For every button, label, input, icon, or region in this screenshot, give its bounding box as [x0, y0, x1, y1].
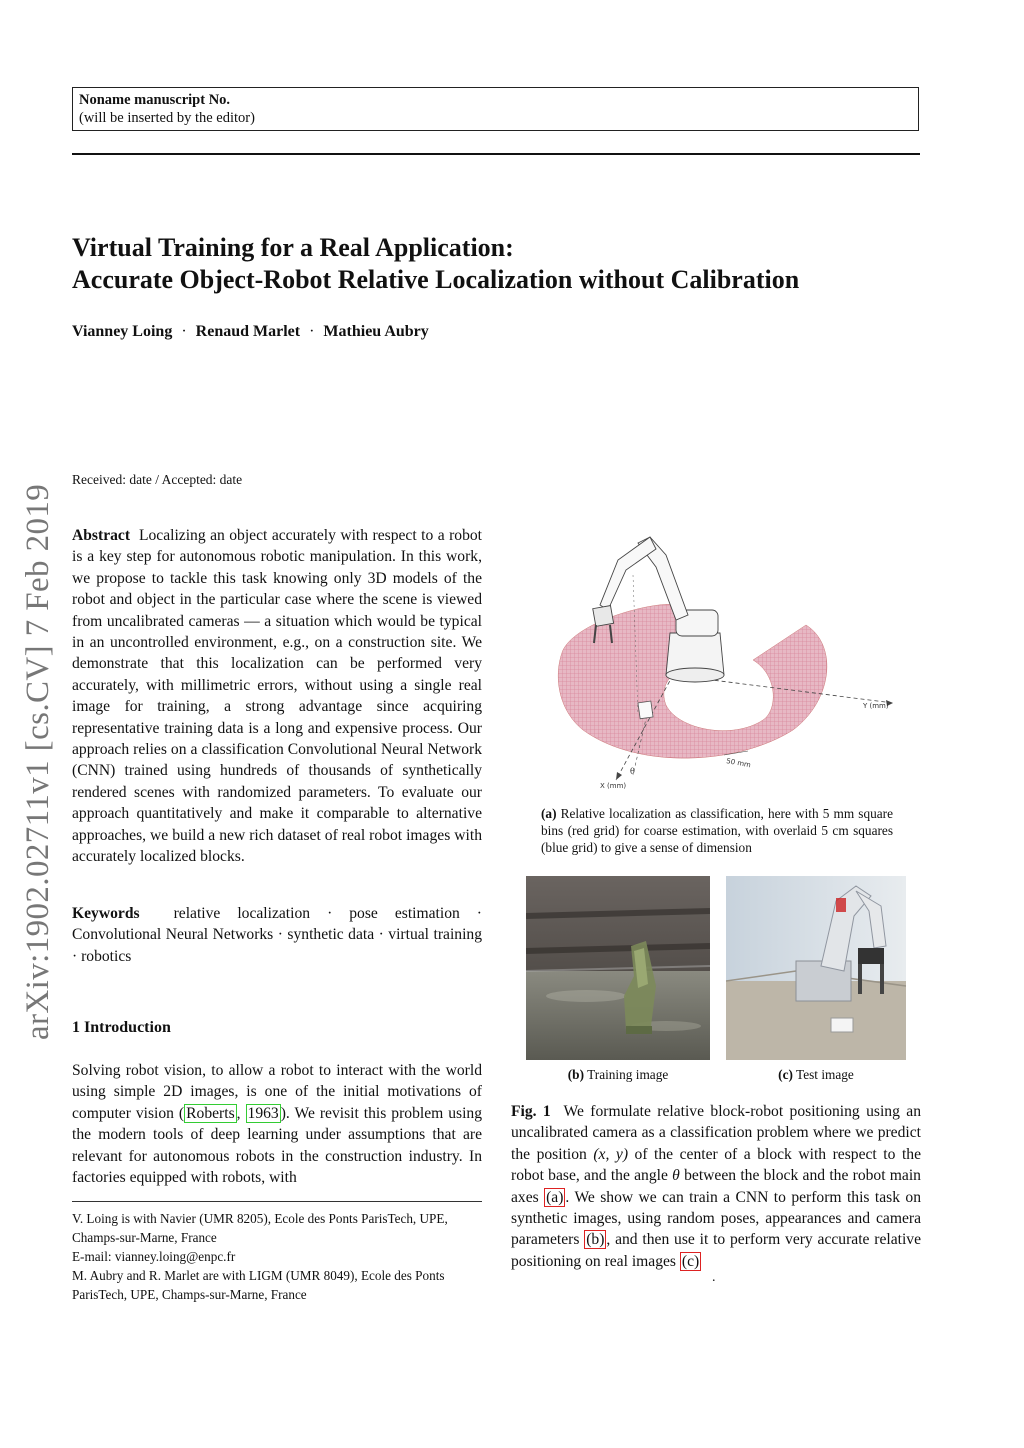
- subfigure-c-tag: (c): [778, 1067, 793, 1082]
- figure-b-training-image: [526, 876, 710, 1060]
- title-line-2: Accurate Object-Robot Relative Localization without Calibration: [72, 265, 800, 294]
- caption-trailing-dot: .: [712, 1270, 716, 1285]
- citation-year: 1963: [247, 1104, 279, 1122]
- subfigure-a-text: Relative localization as classification, here with 5 mm square bins (red grid) for coarse estimation, with overlaid 5 cm squares (blue grid) to give a sense of dimension: [541, 806, 893, 855]
- figure-b-caption: [526, 1067, 710, 1083]
- abstract: [72, 525, 482, 868]
- footnote-affiliation-2: M. Aubry and R. Marlet are with LIGM (UMR 8049), Ecole des Ponts ParisTech, UPE, Champs-sur-Marne, France: [72, 1268, 445, 1302]
- robot-wrist: [593, 606, 614, 627]
- gripper-photo: [858, 948, 884, 964]
- subfigure-b-text: Training image: [587, 1067, 669, 1082]
- figure-label: Fig. 1: [511, 1103, 551, 1120]
- figure-a-robot-diagram: [538, 525, 910, 800]
- author-name: Renaud Marlet: [195, 323, 301, 340]
- subfigure-ref-b[interactable]: (b): [586, 1231, 605, 1249]
- received-line: Received: date / Accepted: date: [72, 472, 243, 487]
- intro-text-end: ). We revisit this problem using the modern tools of deep learning under assumptions that are relevant for autonomous robots in the construction industry. In factories equipped with robots, with: [72, 1104, 482, 1187]
- figure-a-caption: [541, 805, 893, 856]
- figure-c-caption: [726, 1067, 906, 1083]
- caption-text: of the center of a block with respect to the robot base, and the angle: [511, 1145, 921, 1185]
- arxiv-stamp: arXiv:1902.02711v1 [cs.CV] 7 Feb 2019: [20, 483, 56, 1040]
- math-xy: (x, y): [593, 1145, 629, 1163]
- caption-text: between the block and the robot main axes: [511, 1167, 921, 1206]
- keywords: [72, 903, 482, 967]
- header-rule: [72, 153, 920, 155]
- author-name: Vianney Loing: [72, 323, 173, 340]
- caption-text: , and then use it to perform very accurate relative positioning on real images: [511, 1231, 921, 1270]
- subfigure-c-text: Test image: [796, 1067, 854, 1082]
- editor-note: (will be inserted by the editor): [79, 110, 255, 126]
- author-separator: ·: [181, 323, 187, 340]
- manuscript-header-box: [72, 87, 919, 131]
- intro-text-start: Solving robot vision, to allow a robot to interact with the world using simple 2D images, is one of the initial motivations of computer vision (: [72, 1062, 482, 1122]
- block-shape: [638, 701, 653, 719]
- block-photo: [831, 1018, 853, 1032]
- section-heading-introduction: 1 Introduction: [72, 1019, 171, 1036]
- subfigure-a-tag: (a): [541, 806, 557, 821]
- citation-year-link[interactable]: [246, 1104, 281, 1123]
- footnote-affiliation-1: V. Loing is with Navier (UMR 8205), Ecole des Ponts ParisTech, UPE, Champs-sur-Marne, France: [72, 1211, 448, 1245]
- citation-author: Roberts: [186, 1104, 235, 1122]
- subfigure-ref-a[interactable]: (a): [546, 1188, 564, 1206]
- abstract-text: Localizing an object accurately with respect to a robot is a key step for autonomous robotic manipulation. In this work, we propose to tackle this task knowing only 3D models of the robot and object in the particular case where the scene is viewed from uncalibrated cameras — a situation which would be typical in an uncontrolled environment, e.g., on a construction site. We demonstrate that this localization can be performed very accurately, with millimetric errors, without using a single real image for training, a strong advantage since acquiring representative training data is a long and expensive process. Our approach relies on a classification Convolutional Neural Network (CNN) trained using hundreds of thousands of synthetically rendered scenes with randomized parameters. To evaluate our approach quantitatively and make it comparable to alternative approaches, we build a new rich dataset of real robot images with accurately localized blocks.: [72, 527, 483, 866]
- keywords-text: relative localization · pose estimation · Convolutional Neural Networks · synthetic data · virtual training · robotics: [72, 905, 482, 965]
- y-axis-label: Y (mm): [863, 702, 889, 710]
- paper-title: [72, 232, 932, 296]
- author-separator: ·: [309, 323, 315, 340]
- robot-forearm: [600, 537, 656, 610]
- caption-text: We formulate relative block-robot positioning using an uncalibrated camera as a classification problem where we predict the position: [511, 1103, 921, 1163]
- math-theta: θ: [672, 1167, 680, 1185]
- theta-label: θ: [630, 767, 635, 776]
- title-line-1: Virtual Training for a Real Application:: [72, 233, 514, 262]
- figure-c-test-image: [726, 876, 906, 1060]
- keywords-label: Keywords: [72, 905, 140, 922]
- manuscript-number: Noname manuscript No.: [79, 92, 231, 108]
- footnote-rule: [72, 1201, 482, 1202]
- introduction-text: [72, 1060, 482, 1188]
- citation-separator: ,: [236, 1104, 246, 1122]
- x-axis-label: X (mm): [600, 782, 627, 790]
- scale-label: 50 mm: [725, 757, 752, 770]
- author-list: [72, 323, 429, 341]
- figure-1-caption: [511, 1101, 921, 1272]
- author-name: Mathieu Aubry: [323, 323, 429, 340]
- caption-text: . We show we can train a CNN to perform this task on synthetic images, using random poses, appearances and camera parameters: [511, 1188, 921, 1249]
- subfigure-ref-c[interactable]: (c): [681, 1252, 700, 1270]
- citation-link[interactable]: [184, 1104, 237, 1123]
- subfigure-b-tag: (b): [567, 1067, 585, 1082]
- abstract-label: Abstract: [72, 527, 131, 544]
- footnotes: [72, 1209, 482, 1304]
- footnote-email: E-mail: vianney.loing@enpc.fr: [72, 1249, 236, 1264]
